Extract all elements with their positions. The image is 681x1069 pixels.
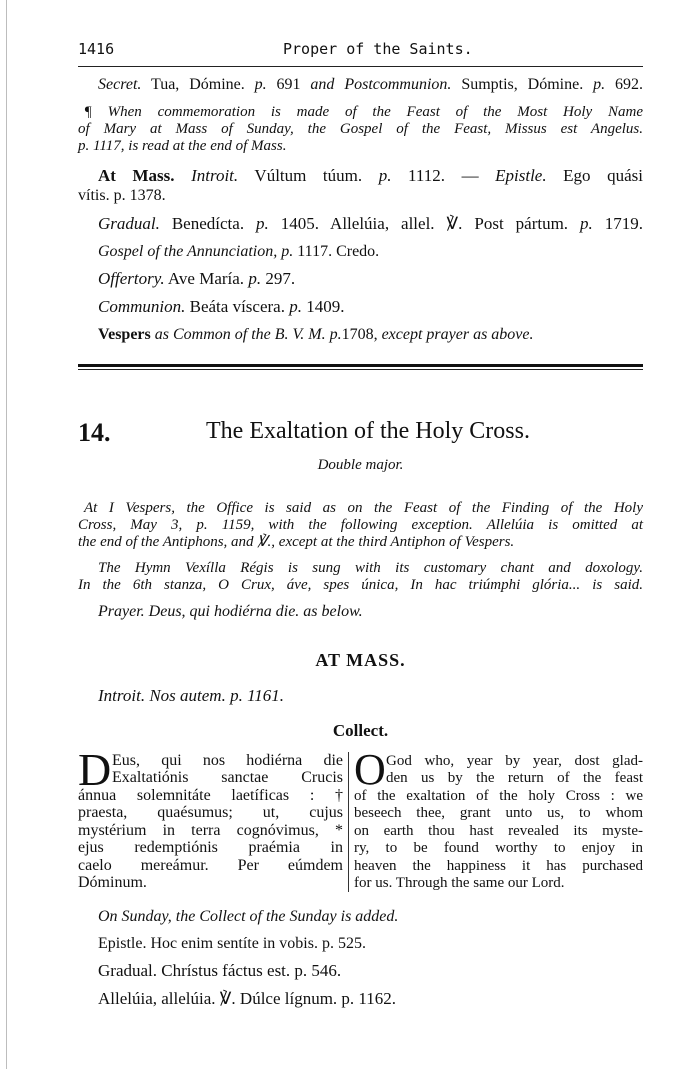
feast-number: 14. (78, 418, 111, 447)
hymn-para-line-1: The Hymn Vexílla Régis is sung with its customary chant and doxology. (98, 560, 643, 576)
at-mass-line-2: vítis. p. 1378. (78, 187, 166, 204)
epistle-line: Epistle. Hoc enim sentíte in vobis. p. 525. (98, 935, 366, 952)
prayer-line: Prayer. Deus, qui hodiérna die. as below. (98, 603, 363, 620)
sunday-rubric-line: On Sunday, the Collect of the Sunday is added. (98, 908, 399, 925)
secret-line: Secret. Tua, Dómine. p. 691 and Postcommunion. Sumptis, Dómine. p. 692. (98, 76, 643, 93)
communion-line: Communion. Beáta víscera. p. 1409. (98, 297, 345, 316)
gradual-mass-line: Gradual. Chrístus fáctus est. p. 546. (98, 961, 342, 980)
header-rule (78, 66, 643, 67)
vespers-line: Vespers as Common of the B. V. M. p.1708, except prayer as above. (98, 326, 534, 343)
english-drop-cap: O (354, 745, 386, 794)
latin-line-4: praesta, quaésumus; ut, cujus (78, 804, 343, 821)
at-mass-heading: AT MASS. (315, 650, 406, 670)
gospel-line: Gospel of the Annunciation, p. 1117. Credo. (98, 243, 380, 260)
english-line-3: of the exaltation of the holy Cross : we (354, 788, 643, 804)
rubric-line-3: p. 1117, is read at the end of Mass. (78, 138, 287, 154)
page-edge-line (6, 0, 7, 1069)
section-divider-thin (78, 369, 643, 370)
latin-line-2: Exaltatiónis sanctae Crucis (112, 769, 343, 786)
english-line-4: beseech thee, grant unto us, to whom (354, 805, 643, 821)
gradual-line: Gradual. Benedícta. p. 1405. Allelúia, allel. ℣. Post pártum. p. 1719. (98, 214, 644, 233)
running-title: Proper of the Saints. (283, 40, 473, 58)
at-mass-line-1: At Mass. Introit. Vúltum túum. p. 1112. — Epistle. Ego quási (98, 166, 643, 185)
column-divider (348, 752, 349, 892)
running-header (78, 40, 643, 62)
hymn-para-line-2: In the 6th stanza, O Crux, áve, spes única, In hac triúmphi glória... is said. (78, 577, 643, 593)
english-line-1: God who, year by year, dost glad- (386, 753, 643, 769)
alleluia-line: Allelúia, allelúia. ℣. Dúlce lígnum. p. 1162. (98, 989, 397, 1008)
latin-line-5: mystérium in terra cognóvimus, * (78, 822, 343, 839)
feast-title: The Exaltation of the Holy Cross. (206, 418, 530, 444)
rubric-line-2: of Mary at Mass of Sunday, the Gospel of the Feast, Missus est Angelus. (78, 121, 643, 137)
section-divider-thick (78, 364, 643, 367)
english-line-5: on earth thou hast revealed its myste- (354, 823, 643, 839)
feast-rank: Double major. (317, 457, 404, 473)
latin-line-1: Eus, qui nos hodiérna die (112, 752, 343, 769)
latin-line-8: Dóminum. (78, 874, 147, 891)
vespers-para-line-3: the end of the Antiphons, and ℣., except at the third Antiphon of Vespers. (78, 534, 515, 550)
offertory-line: Offertory. Ave María. p. 297. (98, 269, 296, 288)
latin-line-7: caelo mereámur. Per eúmdem (78, 857, 343, 874)
introit-line: Introit. Nos autem. p. 1161. (98, 686, 285, 705)
latin-line-6: ejus redemptiónis praémia in (78, 839, 343, 856)
english-line-8: for us. Through the same our Lord. (354, 875, 565, 891)
english-line-6: ry, to be found worthy to enjoy in (354, 840, 643, 856)
rubric-line-1: ¶ When commemoration is made of the Feast of the Most Holy Name (84, 104, 643, 120)
english-line-2: den us by the return of the feast (386, 770, 643, 786)
page-number: 1416 (78, 40, 115, 58)
english-line-7: heaven the happiness it has purchased (354, 858, 643, 874)
vespers-para-line-1: At I Vespers, the Office is said as on the Feast of the Finding of the Holy (84, 500, 643, 516)
vespers-para-line-2: Cross, May 3, p. 1159, with the following exception. Allelúia is omitted at (78, 517, 643, 533)
latin-drop-cap: D (78, 744, 112, 795)
collect-heading: Collect. (332, 721, 389, 740)
latin-line-3: ánnua solemnitáte laetíficas : † (78, 787, 343, 804)
